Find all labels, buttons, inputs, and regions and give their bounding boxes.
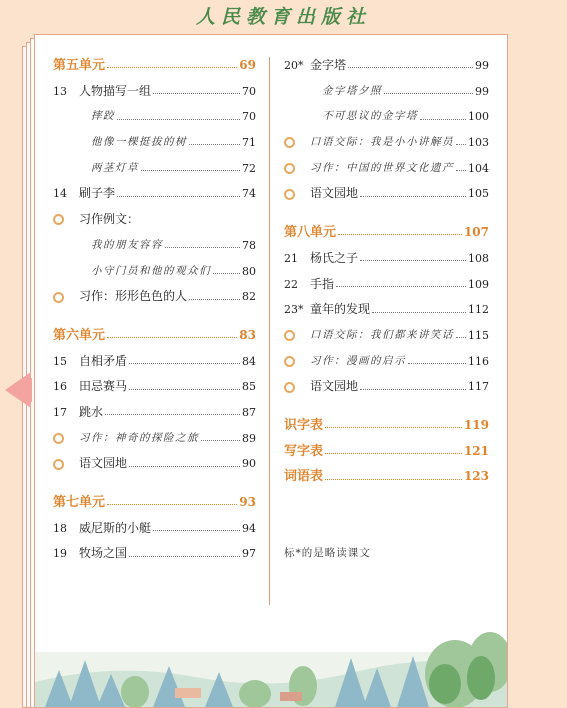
page-number: 103 [468, 136, 489, 150]
page-number: 97 [242, 547, 256, 561]
entry-title: 金字塔夕照 [322, 84, 382, 97]
page-number: 99 [475, 84, 489, 98]
entry-title: 语文园地 [310, 186, 359, 201]
toc-entry-lesson[interactable] [53, 516, 256, 542]
entry-title: 语文园地 [79, 456, 128, 471]
page-number: 115 [468, 328, 489, 342]
dot-leader [325, 427, 462, 428]
bullet-circle-icon [53, 459, 79, 470]
bullet-circle-icon [284, 330, 310, 341]
toc-entry-bullet[interactable] [284, 323, 489, 349]
page-number: 116 [468, 354, 489, 368]
entry-title: 他像一棵挺拔的树 [91, 136, 187, 149]
dot-leader [384, 93, 473, 94]
dot-leader [338, 234, 462, 235]
dot-leader [107, 67, 237, 68]
entry-title: 识字表 [284, 417, 324, 433]
entry-title: 第八单元 [284, 225, 337, 241]
toc-entry-unit[interactable] [53, 53, 256, 79]
dot-leader [117, 119, 240, 120]
dot-leader [360, 196, 466, 197]
column-divider [269, 57, 270, 605]
page-number: 71 [242, 136, 256, 150]
lesson-number: 15 [53, 354, 67, 368]
entry-title: 童年的发现 [310, 302, 371, 317]
dot-leader [201, 440, 240, 441]
toc-left-column [53, 53, 256, 567]
landscape-illustration [35, 622, 507, 707]
page-number: 90 [242, 457, 256, 471]
entry-title: 第七单元 [53, 495, 106, 510]
page-number: 74 [242, 187, 256, 201]
dot-leader [213, 273, 240, 274]
lesson-number: 21 [284, 251, 298, 265]
toc-entry-unit[interactable] [53, 323, 256, 349]
toc-entry-lesson[interactable] [53, 79, 256, 105]
entry-title: 习作：漫画的启示 [310, 354, 406, 367]
toc-entry-lesson[interactable] [53, 181, 256, 207]
bullet-circle-icon [284, 163, 310, 174]
toc-entry-lesson[interactable] [284, 272, 489, 298]
page-number: 104 [468, 161, 489, 175]
entry-title: 自相矛盾 [79, 353, 128, 368]
toc-entry-bullet[interactable] [53, 426, 256, 452]
lesson-number: 16 [53, 380, 67, 394]
entry-title: 写字表 [284, 443, 324, 459]
dot-leader [325, 479, 462, 480]
page-number: 107 [463, 225, 489, 240]
section-gap [53, 310, 256, 323]
entry-title: 田忌赛马 [79, 379, 128, 394]
page-number: 87 [242, 405, 256, 419]
entry-title: 小守门员和他的观众们 [91, 264, 211, 277]
page-number: 83 [239, 327, 256, 342]
page-number: 121 [463, 443, 489, 458]
page-number: 105 [468, 187, 489, 201]
toc-entry-lesson[interactable] [284, 246, 489, 272]
toc-entry-sub[interactable] [53, 104, 256, 130]
page-number: 109 [468, 277, 489, 291]
entry-title: 习作例文： [79, 212, 140, 227]
page-number: 78 [242, 238, 256, 252]
toc-entry-bullet[interactable] [53, 451, 256, 477]
bullet-circle-icon [53, 292, 79, 303]
toc-page [34, 34, 508, 708]
entry-title: 金字塔 [310, 58, 347, 72]
lesson-number: 22 [284, 277, 298, 291]
dot-leader [153, 530, 240, 531]
page-number: 99 [475, 59, 489, 72]
dot-leader [372, 312, 466, 313]
page-number: 89 [242, 431, 256, 445]
page-number: 80 [242, 264, 256, 278]
page-number: 85 [242, 380, 256, 394]
page-number: 93 [239, 495, 256, 509]
toc-entry-unit[interactable] [284, 220, 489, 246]
entry-title: 威尼斯的小艇 [79, 520, 152, 535]
page-number: 94 [242, 521, 256, 535]
entry-title: 两茎灯草 [91, 161, 139, 174]
dot-leader [129, 363, 240, 364]
toc-entry-unit[interactable] [284, 464, 489, 490]
dot-leader [129, 389, 240, 390]
dot-leader [408, 363, 466, 364]
dot-leader [141, 170, 240, 171]
toc-entry-sub[interactable] [284, 104, 489, 130]
toc-entry-sub[interactable] [53, 156, 256, 182]
toc-entry-lesson[interactable] [53, 349, 256, 375]
entry-title: 词语表 [284, 469, 324, 485]
entry-title: 习作：形形色色的人 [79, 289, 188, 304]
bullet-circle-icon [53, 433, 79, 444]
toc-entry-sub[interactable] [284, 79, 489, 105]
bullet-circle-icon [53, 214, 79, 225]
dot-leader [189, 299, 240, 300]
toc-entry-bullet[interactable] [53, 284, 256, 310]
bullet-circle-icon [284, 189, 310, 200]
dot-leader [456, 337, 466, 338]
lesson-number: 18 [53, 521, 67, 535]
dot-leader [117, 196, 240, 197]
dot-leader [456, 144, 466, 145]
reading-note: 标*的是略读课文 [284, 547, 371, 559]
page-number: 70 [242, 110, 256, 124]
dot-leader [165, 247, 240, 248]
toc-entry-sub[interactable] [53, 130, 256, 156]
lesson-number: 13 [53, 84, 67, 98]
dot-leader [336, 286, 466, 287]
entry-title: 牧场之国 [79, 546, 128, 561]
page-number: 119 [463, 417, 489, 432]
dot-leader [360, 260, 466, 261]
dot-leader [153, 93, 240, 94]
entry-title: 习作：神奇的探险之旅 [79, 431, 199, 444]
entry-title: 第五单元 [53, 58, 106, 73]
bullet-circle-icon [284, 356, 310, 367]
page-number: 69 [239, 58, 256, 72]
page-number: 70 [242, 84, 256, 98]
entry-title: 语文园地 [310, 379, 359, 394]
entry-title: 杨氏之子 [310, 250, 359, 265]
toc-entry-lesson[interactable] [284, 297, 489, 323]
toc-entry-bullet[interactable] [53, 207, 256, 233]
toc-entry-lesson[interactable] [284, 53, 489, 79]
entry-title: 刷子李 [79, 186, 116, 201]
dot-leader [360, 389, 466, 390]
section-gap [284, 400, 489, 413]
toc-entry-bullet[interactable] [284, 349, 489, 375]
page-number: 117 [468, 380, 489, 394]
entry-title: 口语交际：我是小小讲解员 [310, 136, 454, 149]
toc-right-column [284, 53, 489, 490]
dot-leader [456, 170, 466, 171]
entry-title: 人物描写一组 [79, 83, 152, 98]
entry-title: 跳水 [79, 404, 104, 419]
page-number: 123 [463, 469, 489, 484]
lesson-number: 17 [53, 405, 67, 419]
section-gap [53, 477, 256, 490]
publisher-logo: 人民教育出版社 [195, 6, 371, 28]
entry-title: 摔跤 [91, 110, 115, 123]
page-number: 84 [242, 354, 256, 368]
bullet-circle-icon [284, 137, 310, 148]
lesson-number: 20* [284, 59, 304, 72]
dot-leader [129, 556, 240, 557]
entry-title: 第六单元 [53, 327, 106, 343]
toc-entry-lesson[interactable] [53, 400, 256, 426]
toc-entry-unit[interactable] [284, 439, 489, 465]
dot-leader [129, 466, 240, 467]
toc-entry-sub[interactable] [53, 259, 256, 285]
entry-title: 习作：中国的世界文化遗产 [310, 161, 454, 174]
bookmark-ribbon-tail [22, 378, 32, 402]
dot-leader [348, 67, 473, 68]
page-number: 100 [468, 110, 489, 124]
dot-leader [325, 453, 462, 454]
entry-title: 我的朋友容容 [91, 238, 163, 251]
bullet-circle-icon [284, 382, 310, 393]
toc-entry-bullet[interactable] [284, 130, 489, 156]
dot-leader [105, 414, 240, 415]
toc-entry-unit[interactable] [284, 413, 489, 439]
dot-leader [189, 144, 240, 145]
toc-entry-sub[interactable] [53, 233, 256, 259]
section-gap [284, 207, 489, 220]
page-number: 112 [468, 303, 489, 317]
dot-leader [107, 337, 237, 338]
toc-entry-lesson[interactable] [53, 374, 256, 400]
toc-entry-unit[interactable] [53, 490, 256, 516]
entry-title: 不可思议的金字塔 [322, 110, 418, 123]
toc-entry-bullet[interactable] [284, 181, 489, 207]
entry-title: 口语交际：我们都来讲笑话 [310, 328, 454, 341]
toc-entry-bullet[interactable] [284, 156, 489, 182]
toc-entry-bullet[interactable] [284, 374, 489, 400]
page-number: 72 [242, 161, 256, 175]
entry-title: 手指 [310, 276, 335, 291]
dot-leader [107, 504, 237, 505]
toc-entry-lesson[interactable] [53, 541, 256, 567]
dot-leader [420, 119, 466, 120]
lesson-number: 14 [53, 187, 67, 201]
page-number: 108 [468, 251, 489, 265]
page-number: 82 [242, 290, 256, 304]
lesson-number: 23* [284, 303, 304, 317]
lesson-number: 19 [53, 547, 67, 561]
